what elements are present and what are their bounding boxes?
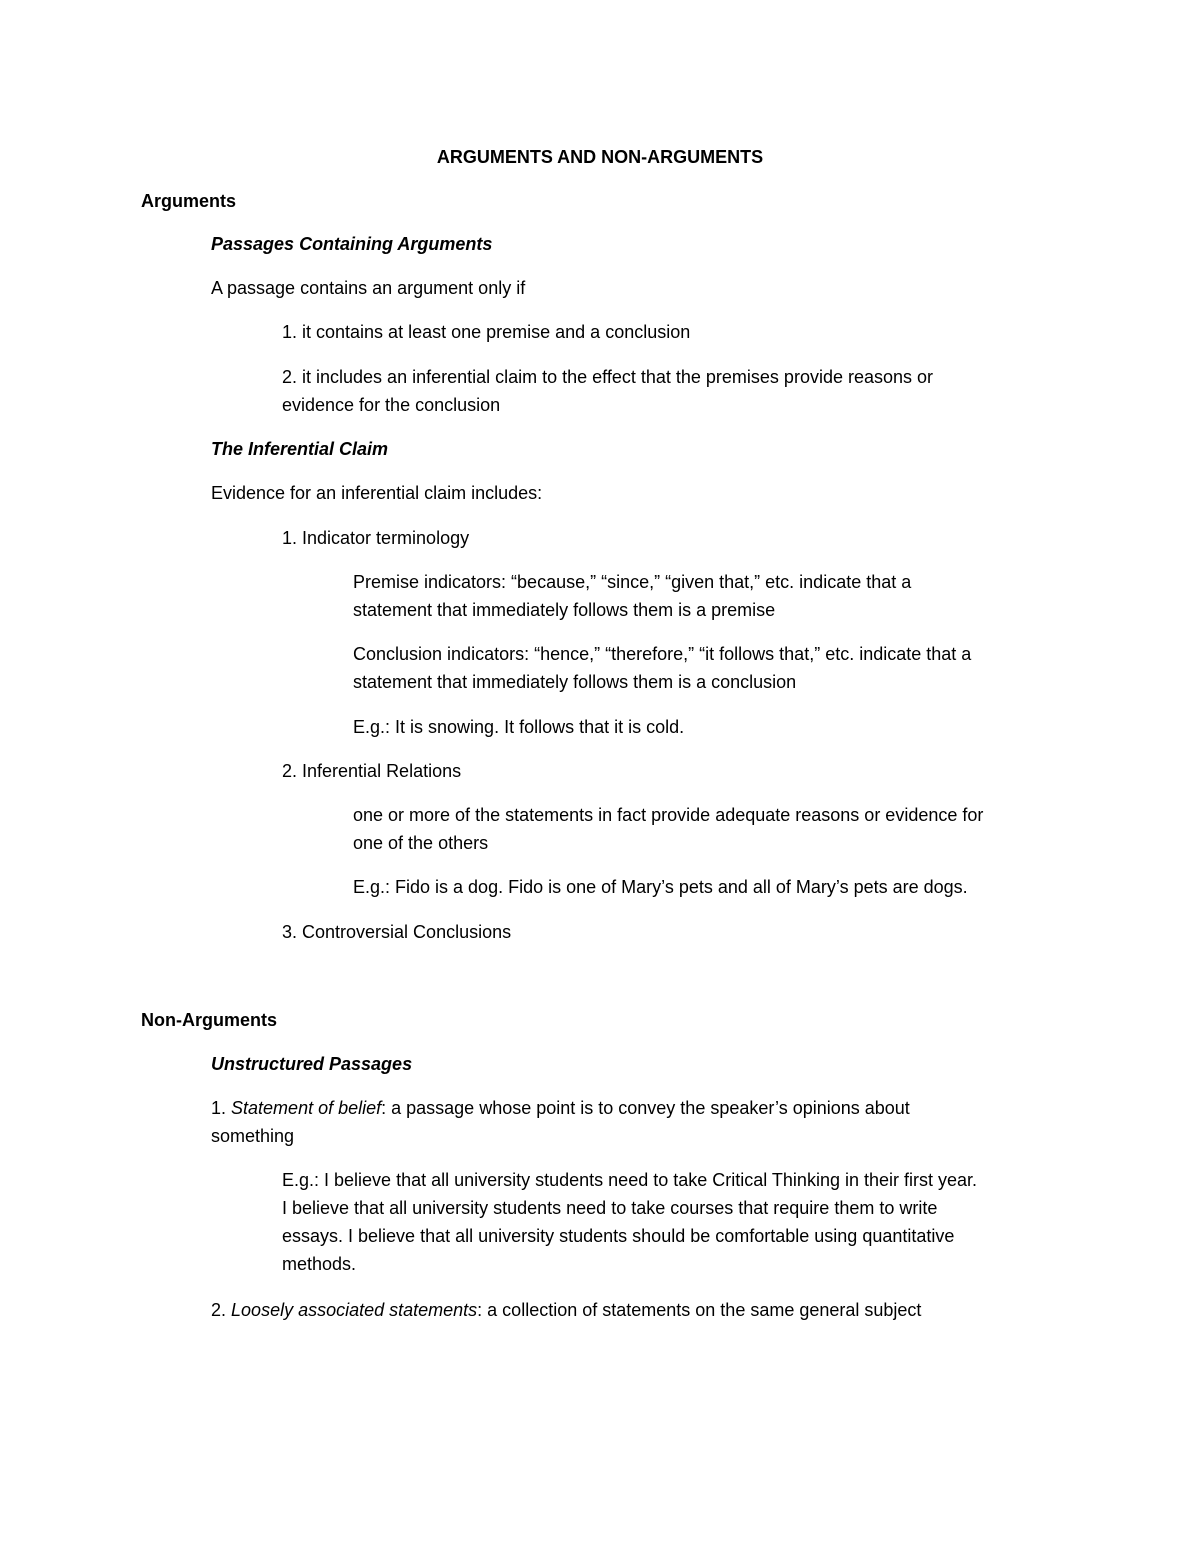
indicator-terminology-heading: 1. Indicator terminology (282, 528, 470, 548)
document-title: ARGUMENTS AND NON-ARGUMENTS (436, 147, 764, 167)
condition-item-2: 2. it includes an inferential claim to the effect that the premises provide reasons or (282, 367, 934, 387)
loosely-associated-number: 2. (211, 1300, 227, 1320)
premise-indicators-line-continued: statement that immediately follows them is a premise (353, 600, 776, 620)
condition-item-2-continued: evidence for the conclusion (282, 395, 501, 415)
section-heading-non-arguments: Non-Arguments (141, 1010, 277, 1030)
belief-example-line-4: methods. (282, 1254, 357, 1274)
conclusion-indicators-line-continued: statement that immediately follows them is a conclusion (353, 672, 797, 692)
statement-of-belief-definition: : a passage whose point is to convey the speaker’s opinions about (381, 1098, 910, 1118)
statement-of-belief-term: Statement of belief (231, 1098, 382, 1118)
argument-definition-intro: A passage contains an argument only if (211, 278, 526, 298)
statement-of-belief-item (211, 1094, 910, 1122)
inferential-relations-line-continued: one of the others (353, 833, 489, 853)
inferential-relations-line: one or more of the statements in fact provide adequate reasons or evidence for (353, 805, 984, 825)
premise-indicators-line: Premise indicators: “because,” “since,” “given that,” etc. indicate that a (353, 572, 912, 592)
evidence-intro: Evidence for an inferential claim includes: (211, 483, 543, 503)
controversial-conclusions-heading: 3. Controversial Conclusions (282, 922, 512, 942)
inferential-relations-heading: 2. Inferential Relations (282, 761, 462, 781)
loosely-associated-term: Loosely associated statements (231, 1300, 478, 1320)
belief-example-line-2: I believe that all university students need to take courses that require them to write (282, 1198, 938, 1218)
statement-of-belief-continued: something (211, 1126, 295, 1146)
section-heading-arguments: Arguments (141, 191, 237, 211)
indicator-example: E.g.: It is snowing. It follows that it is cold. (353, 717, 685, 737)
condition-item-1: 1. it contains at least one premise and a conclusion (282, 322, 691, 342)
belief-example-line-3: essays. I believe that all university students should be comfortable using quantitative (282, 1226, 955, 1246)
subheading-inferential-claim: The Inferential Claim (211, 439, 389, 459)
belief-example-line-1: E.g.: I believe that all university students need to take Critical Thinking in their first year. (282, 1170, 978, 1190)
inferential-relations-example: E.g.: Fido is a dog. Fido is one of Mary’s pets and all of Mary’s pets are dogs. (353, 877, 968, 897)
subheading-passages-containing-arguments: Passages Containing Arguments (211, 234, 493, 254)
statement-of-belief-number: 1. (211, 1098, 227, 1118)
conclusion-indicators-line: Conclusion indicators: “hence,” “therefore,” “it follows that,” etc. indicate that a (353, 644, 972, 664)
loosely-associated-statements-item (211, 1296, 921, 1324)
loosely-associated-definition: : a collection of statements on the same general subject (477, 1300, 922, 1320)
subheading-unstructured-passages: Unstructured Passages (211, 1054, 413, 1074)
